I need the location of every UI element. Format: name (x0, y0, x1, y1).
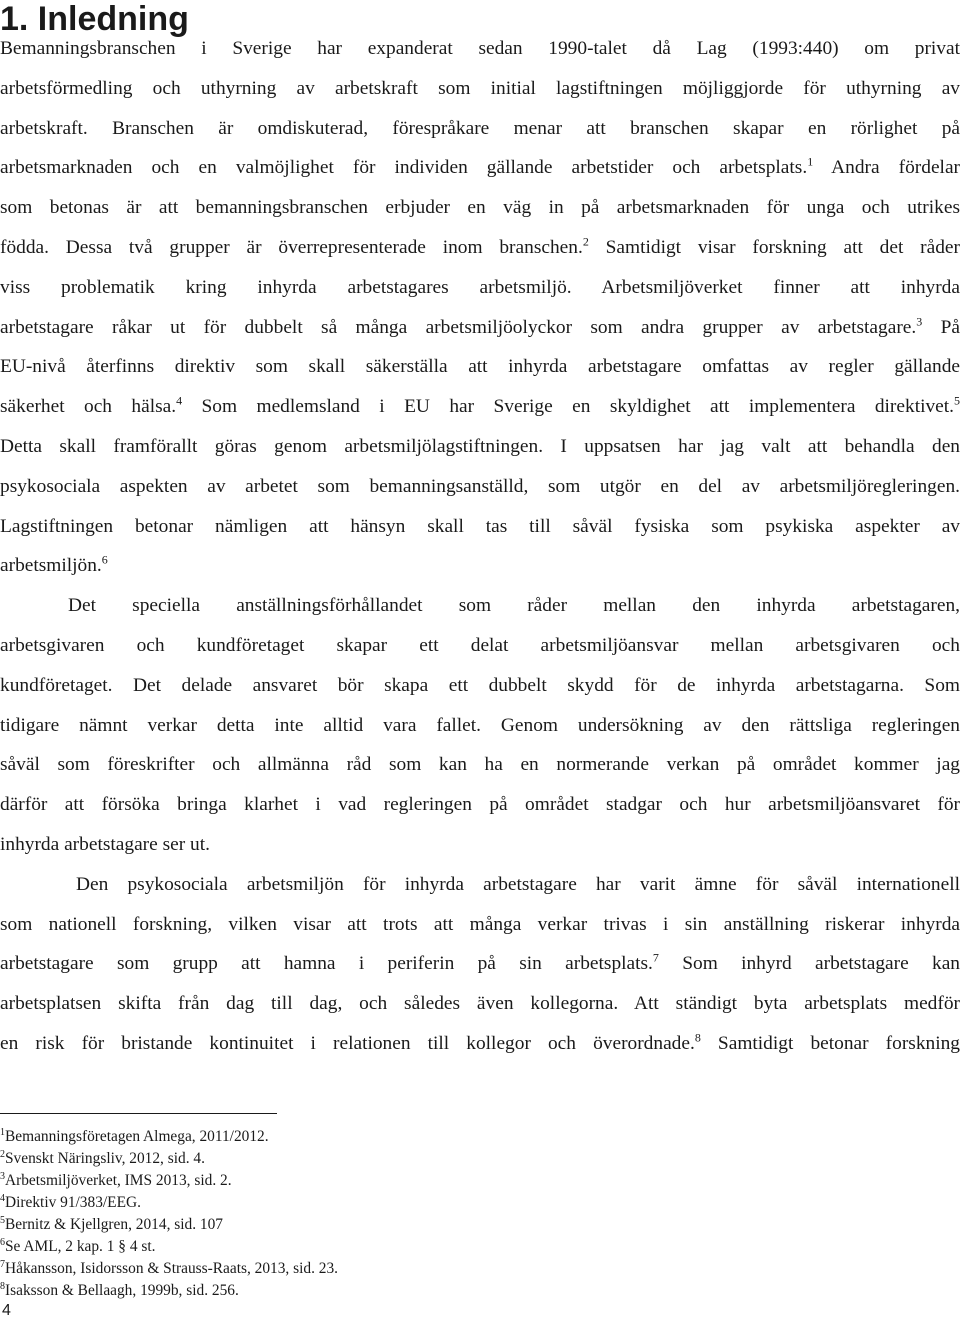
line-text: Som medlemsland i EU har Sverige en skyldighet att implementera direktivet. (182, 396, 955, 418)
text-line (0, 387, 960, 427)
footnote-number: 7 (0, 1258, 5, 1270)
line-text: Bemanningsbranschen i Sverige har expanderat sedan 1990-talet då Lag (1993:440) om privat (0, 38, 960, 59)
line-text: säkerhet och hälsa. (0, 396, 177, 418)
text-line (0, 984, 960, 1024)
footnote-text: Isaksson & Bellaagh, 1999b, sid. 256. (5, 1282, 239, 1299)
footnote-number: 1 (0, 1126, 5, 1138)
text-line (0, 825, 960, 865)
line-text: arbetstagare råkar ut för dubbelt så många arbetsmiljöolyckor som andra grupper av arbetstagare. (0, 316, 917, 338)
footnote-reference: 4 (176, 393, 183, 408)
line-text: såväl som föreskrifter och allmänna råd som kan ha en normerande verkan på området kommer jag (0, 754, 960, 776)
footnote-item (0, 1236, 338, 1258)
text-line (0, 188, 960, 228)
text-line (0, 666, 960, 706)
line-text: som betonas är att bemanningsbranschen erbjuder en väg in på arbetsmarknaden för unga och utrikes (0, 197, 960, 219)
text-line (0, 148, 960, 188)
footnotes (0, 1126, 338, 1302)
text-line (0, 1024, 960, 1064)
section-heading: 1. Inledning (0, 0, 189, 38)
footnote-reference: 3 (916, 314, 923, 329)
footnote-reference: 5 (954, 393, 960, 408)
text-line (0, 785, 960, 825)
line-text: Lagstiftningen betonar nämligen att hänsyn skall tas till såväl fysiska som psykiska aspekter av (0, 515, 960, 537)
line-text: därför att försöka bringa klarhet i vad regleringen på området stadgar och hur arbetsmiljöansvaret för (0, 794, 960, 816)
text-line (0, 586, 960, 626)
text-line (0, 865, 960, 905)
line-text: som nationell forskning, vilken visar att trots att många verkar trivas i sin anställning riskerar inhyrda (0, 913, 960, 935)
line-text: psykosociala aspekten av arbetet som bemanningsanställd, som utgör en del av arbetsmiljöregleringen. (0, 475, 960, 497)
line-text: Det speciella anställningsförhållandet som råder mellan den inhyrda arbetstagaren, (68, 595, 960, 617)
text-line (0, 228, 960, 268)
line-text: Andra fördelar (813, 157, 960, 179)
footnote-text: Se AML, 2 kap. 1 § 4 st. (5, 1238, 156, 1255)
footnote-item (0, 1148, 338, 1170)
line-text: kundföretaget. Det delade ansvaret bör skapa ett dubbelt skydd för de inhyrda arbetstagarna. Som (0, 674, 960, 696)
footnote-text: Bernitz & Kjellgren, 2014, sid. 107 (5, 1216, 224, 1233)
footnote-item (0, 1214, 338, 1236)
line-text: arbetsmarknaden och en valmöjlighet för individen gällande arbetstider och arbetsplats. (0, 157, 808, 179)
footnote-text: Bemanningsföretagen Almega, 2011/2012. (5, 1128, 269, 1145)
line-text: arbetsgivaren och kundföretaget skapar ett delat arbetsmiljöansvar mellan arbetsgivaren och (0, 634, 960, 656)
footnote-text: Håkansson, Isidorsson & Strauss-Raats, 2013, sid. 23. (5, 1260, 339, 1277)
line-text: På (922, 316, 960, 338)
line-text: Den psykosociala arbetsmiljön för inhyrda arbetstagare har varit ämne för såväl internationell (76, 873, 960, 895)
footnote-reference: 6 (101, 552, 108, 567)
text-line (0, 507, 960, 547)
text-line (0, 29, 960, 69)
footnote-text: Direktiv 91/383/EEG. (5, 1194, 141, 1211)
footnote-number: 3 (0, 1170, 5, 1182)
line-text: arbetsförmedling och uthyrning av arbetskraft som initial lagstiftningen möjliggjorde för uthyrning av (0, 77, 960, 99)
text-line (0, 546, 960, 586)
footnote-separator (0, 1113, 277, 1114)
text-line (0, 69, 960, 109)
text-line (0, 706, 960, 746)
line-text: Samtidigt visar forskning att det råder (588, 236, 960, 258)
footnote-item (0, 1126, 338, 1148)
footnote-number: 4 (0, 1192, 5, 1204)
footnote-number: 8 (0, 1280, 5, 1292)
page-number: 4 (2, 1302, 11, 1319)
text-line (0, 905, 960, 945)
text-line (0, 467, 960, 507)
line-text: arbetsplatsen skifta från dag till dag, och således även kollegorna. Att ständigt byta arbetsplats medför (0, 993, 960, 1015)
footnote-number: 2 (0, 1148, 5, 1160)
text-line (0, 109, 960, 149)
line-text: Samtidigt betonar forskning (700, 1032, 960, 1054)
footnote-text: Svenskt Näringsliv, 2012, sid. 4. (5, 1150, 205, 1167)
text-line (0, 268, 960, 308)
footnote-item (0, 1280, 338, 1302)
line-text: födda. Dessa två grupper är överrepresenterade inom branschen. (0, 236, 583, 258)
text-line (0, 745, 960, 785)
line-text: arbetskraft. Branschen är omdiskuterad, förespråkare menar att branschen skapar en rörlighet på (0, 117, 960, 139)
line-text: Detta skall framförallt göras genom arbetsmiljölagstiftningen. I uppsatsen har jag valt att behandla den (0, 435, 960, 457)
body-text (0, 29, 960, 1064)
footnote-reference: 7 (652, 950, 659, 965)
footnote-item (0, 1258, 338, 1280)
footnote-reference: 1 (807, 154, 814, 169)
line-text: inhyrda arbetstagare ser ut. (0, 833, 210, 855)
text-line (0, 626, 960, 666)
line-text: tidigare nämnt verkar detta inte alltid vara fallet. Genom undersökning av den rättsliga regleringen (0, 714, 960, 736)
footnote-reference: 8 (694, 1030, 701, 1045)
line-text: arbetstagare som grupp att hamna i periferin på sin arbetsplats. (0, 953, 653, 975)
line-text: EU-nivå återfinns direktiv som skall säkerställa att inhyrda arbetstagare omfattas av regler gällande (0, 356, 960, 378)
footnote-item (0, 1192, 338, 1214)
text-line (0, 308, 960, 348)
text-line (0, 944, 960, 984)
footnote-number: 5 (0, 1214, 5, 1226)
line-text: arbetsmiljön. (0, 555, 102, 577)
line-text: viss problematik kring inhyrda arbetstagares arbetsmiljö. Arbetsmiljöverket finner att inhyrda (0, 276, 960, 298)
line-text: en risk för bristande kontinuitet i relationen till kollegor och överordnade. (0, 1032, 695, 1054)
text-line (0, 347, 960, 387)
footnote-item (0, 1170, 338, 1192)
line-text: Som inhyrd arbetstagare kan (658, 953, 960, 975)
footnote-reference: 2 (582, 234, 589, 249)
text-line (0, 427, 960, 467)
footnote-number: 6 (0, 1236, 5, 1248)
footnote-text: Arbetsmiljöverket, IMS 2013, sid. 2. (5, 1172, 232, 1189)
